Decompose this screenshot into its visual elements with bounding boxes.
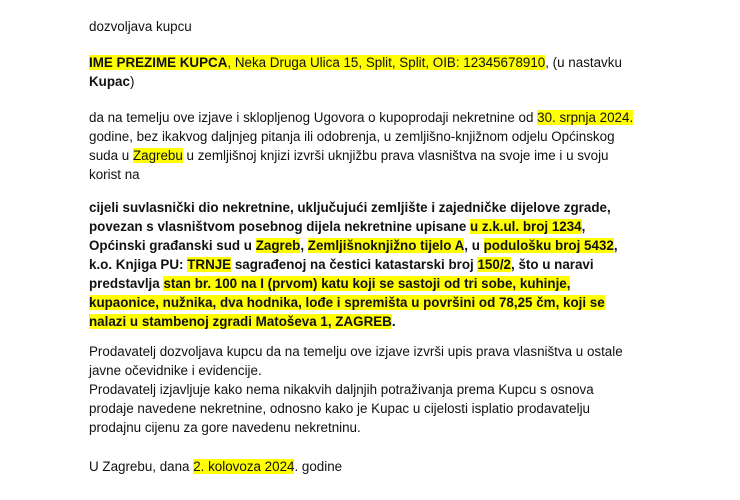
property-text: . bbox=[391, 314, 396, 329]
contract-date: 30. srpnja 2024. bbox=[537, 110, 634, 125]
intro-text: dozvoljava kupcu bbox=[89, 19, 192, 34]
buyer-label-line bbox=[89, 72, 134, 91]
property-line6 bbox=[89, 293, 605, 312]
buyer-highlight bbox=[89, 55, 545, 70]
para2-text: Prodavatelj izjavljuje kako nema nikakvih daljnjih potraživanja prema Kupcu s osnova bbox=[89, 382, 594, 397]
property-text: povezan s vlasništvom posebnog dijela nekretnine upisane bbox=[89, 219, 470, 234]
property-line5 bbox=[89, 274, 570, 293]
para2-line4 bbox=[89, 399, 590, 418]
signature-suffix: . godine bbox=[294, 459, 343, 474]
para2-line1 bbox=[89, 342, 623, 361]
property-line2 bbox=[89, 217, 585, 236]
para2-text: prodaje navedene nekretnine, odnosno kako je Kupac u cijelosti isplatio prodavatelju bbox=[89, 401, 590, 416]
land-registry-body: Zemljišnoknjižno tijelo A bbox=[307, 238, 465, 253]
property-line1 bbox=[89, 198, 611, 217]
para1-text: korist na bbox=[89, 167, 140, 182]
para2-text: prodajnu cijenu za gore navedenu nekretninu. bbox=[89, 420, 361, 435]
property-text: cijeli suvlasnički dio nekretnine, uključujući zemljište i zajedničke dijelove zgrade, bbox=[89, 200, 611, 215]
apartment-description: stan br. 100 na I (prvom) katu koji se sastoji od tri sobe, kuhinje, bbox=[163, 276, 571, 291]
building-address: nalazi u stambenoj zgradi Matoševa 1, ZAGREB bbox=[89, 314, 392, 329]
property-line7 bbox=[89, 312, 396, 331]
property-text: sagrađenoj na čestici katastarski broj bbox=[231, 257, 478, 272]
land-registry-number: u z.k.ul. broj 1234 bbox=[470, 219, 582, 234]
buyer-line bbox=[89, 53, 622, 72]
intro-line bbox=[89, 17, 192, 36]
court-city: Zagrebu bbox=[132, 148, 183, 163]
buyer-address-oib: , Neka Druga Ulica 15, Split, Split, OIB: 12345678910 bbox=[227, 55, 546, 70]
para1-text: suda u bbox=[89, 148, 133, 163]
property-line3 bbox=[89, 236, 618, 255]
property-text: , u bbox=[464, 238, 484, 253]
para1-line2 bbox=[89, 127, 615, 146]
buyer-name: IME PREZIME KUPCA bbox=[89, 55, 228, 70]
buyer-close: ) bbox=[129, 74, 135, 89]
para1-text: da na temelju ove izjave i sklopljenog Ugovora o kupoprodaji nekretnine od bbox=[89, 110, 538, 125]
parcel-number: 150/2 bbox=[477, 257, 511, 272]
property-text: , bbox=[613, 238, 618, 253]
para2-line2 bbox=[89, 361, 262, 380]
para2-line5 bbox=[89, 418, 361, 437]
buyer-label: Kupac bbox=[89, 74, 130, 89]
property-text: , što u naravi bbox=[511, 257, 594, 272]
buyer-after: , (u nastavku bbox=[545, 55, 622, 70]
property-line4 bbox=[89, 255, 594, 274]
para1-line3 bbox=[89, 146, 609, 165]
para2-line3 bbox=[89, 380, 594, 399]
para1-line4 bbox=[89, 165, 140, 184]
para1-line1 bbox=[89, 108, 633, 127]
cadastral-municipality: TRNJE bbox=[187, 257, 232, 272]
apartment-description: kupaonice, nužnika, dva hodnika, lođe i spremišta u površini od 78,25 čm, koji se bbox=[89, 295, 605, 310]
property-text: predstavlja bbox=[89, 276, 164, 291]
property-text: k.o. Knjiga PU: bbox=[89, 257, 188, 272]
para2-text: Prodavatelj dozvoljava kupcu da na temelju ove izjave izvrši upis prava vlasništva u ostale bbox=[89, 344, 623, 359]
para1-text: godine, bez ikakvog daljnjeg pitanja ili odobrenja, u zemljišno-knjižnom odjelu Općinskog bbox=[89, 129, 615, 144]
signature-date: 2. kolovoza 2024 bbox=[193, 459, 295, 474]
para2-text: javne očevidnike i evidencije. bbox=[89, 363, 262, 378]
property-text: Općinski građanski sud u bbox=[89, 238, 256, 253]
signature-place: U Zagrebu, dana bbox=[89, 459, 194, 474]
court-city-2: Zagreb bbox=[255, 238, 301, 253]
para1-text: u zemljišnoj knjizi izvrši uknjižbu prava vlasništva na svoje ime i u svoju bbox=[182, 148, 609, 163]
sub-insert-number: podulošku broj 5432 bbox=[483, 238, 614, 253]
property-text: , bbox=[581, 219, 586, 234]
signature-line bbox=[89, 457, 342, 476]
property-text: , bbox=[300, 238, 308, 253]
